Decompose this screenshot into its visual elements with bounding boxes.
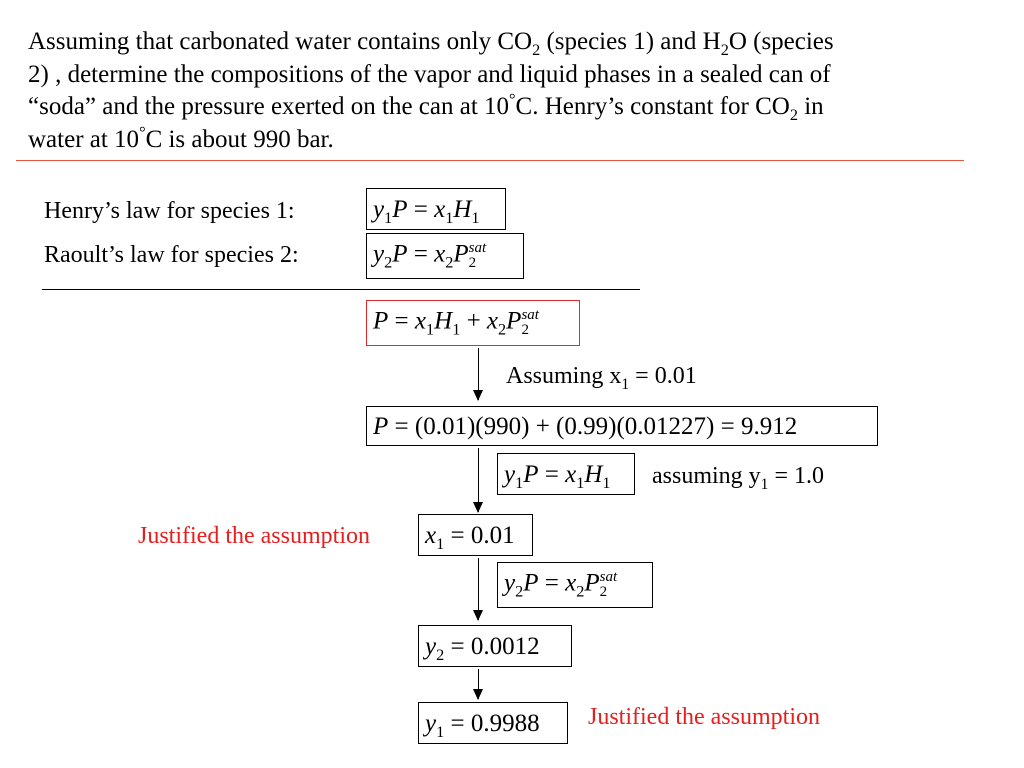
flow-arrow-2	[478, 448, 479, 512]
problem-statement	[28, 26, 978, 156]
y1-result: $y_1 = 0.9988$	[418, 702, 568, 744]
raoult-law-reminder: $y_2P = x_2P$ sat 2	[497, 562, 653, 608]
y2-result: $y_2 = 0.0012$	[418, 625, 572, 667]
henry-law-equation: $y_1P = x_1H_1$	[366, 188, 506, 230]
flow-arrow-1	[478, 348, 479, 400]
justified-assumption-1: Justified the assumption	[138, 523, 370, 549]
title-divider	[16, 160, 964, 161]
assume-y1-note: assuming $y_1 = 1.0$	[652, 463, 825, 493]
henry-law-reminder: $y_1P = x_1H_1$	[497, 453, 635, 495]
assume-x1-note: Assuming $x_1 = 0.01$	[506, 363, 697, 393]
problem-line-1: Assuming that carbonated water contains only $CO_2$ (species 1) and $H_2O$ (species	[28, 28, 834, 59]
raoult-law-label: Raoult’s law for species 2:	[44, 242, 299, 268]
problem-line-3: “soda” and the pressure exerted on the can at 10°C. Henry’s constant for $CO_2$ in	[28, 90, 824, 124]
pressure-result-equation: P = (0.01)(990) + (0.99)(0.01227) = 9.912	[366, 406, 878, 446]
flow-arrow-4	[478, 669, 479, 699]
problem-line-2: 2) , determine the compositions of the vapor and liquid phases in a sealed can of	[28, 60, 831, 88]
raoult-law-equation: $y_2P = x_2P$ sat 2	[366, 233, 524, 279]
justified-assumption-2: Justified the assumption	[588, 704, 820, 730]
henry-law-label: Henry’s law for species 1:	[44, 198, 295, 224]
problem-line-4: water at 10°C is about 990 bar.	[28, 123, 334, 153]
x1-result: $x_1 = 0.01$	[418, 514, 533, 556]
section-divider	[42, 289, 640, 290]
flow-arrow-3	[478, 558, 479, 620]
combined-pressure-equation: $P = x_1H_1 + x_2P$ sat 2	[366, 300, 580, 346]
